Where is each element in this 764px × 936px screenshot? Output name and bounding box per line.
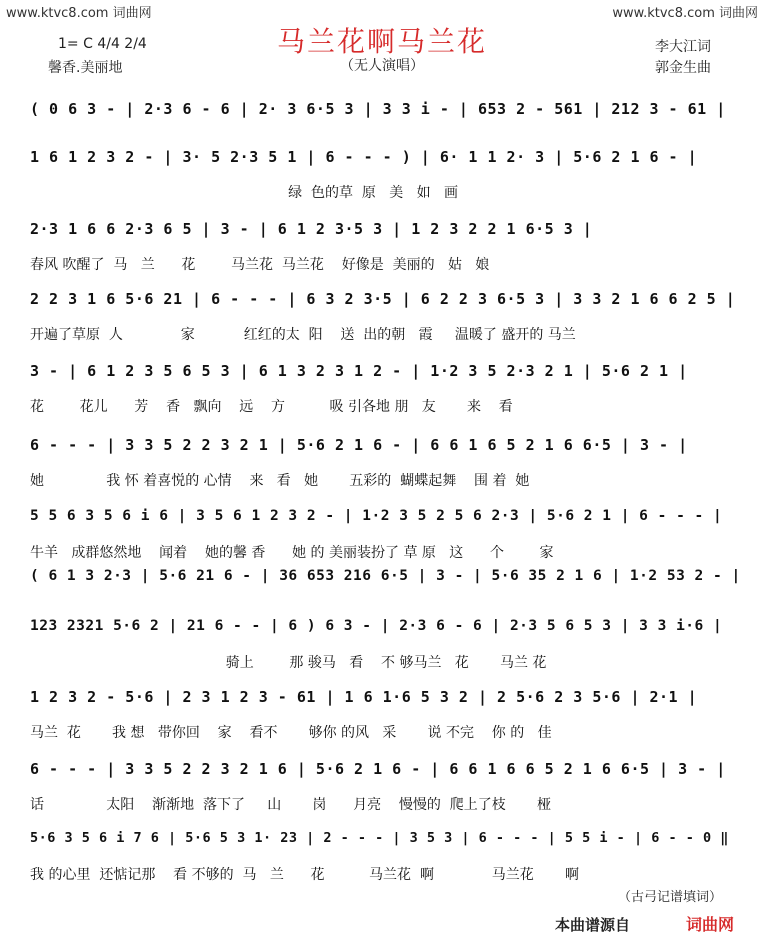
- notation-row: 2·3 1 6 6 2·3 6 5 | 3 - | 6 1 2 3·5 3 | 1 2 3 2 2 1 6·5 3 |: [30, 220, 593, 238]
- lyrics-row: 话 太阳 渐渐地 落下了 山 岗 月亮 慢慢的 爬上了枝 桠: [30, 797, 551, 813]
- lyrics-row: 牛羊 成群悠然地 闻着 她的馨 香 她 的 美丽装扮了 草 原 这 个 家: [30, 545, 554, 561]
- lyrics-row: 春风 吹醒了 马 兰 花 马兰花 马兰花 好像是 美丽的 姑 娘: [30, 257, 490, 273]
- notation-row: 5 5 6 3 5 6 i 6 | 3 5 6 1 2 3 2 - | 1·2 3 5 2 5 6 2·3 | 5·6 2 1 | 6 - - - |: [30, 508, 723, 524]
- notation-row: 3 - | 6 1 2 3 5 6 5 3 | 6 1 3 2 3 1 2 - | 1·2 3 5 2·3 2 1 | 5·6 2 1 |: [30, 362, 688, 380]
- lyrics-row: 骑上 那 骏马 看 不 够马兰 花 马兰 花: [30, 655, 547, 671]
- watermark-right: www.ktvc8.com 词曲网: [612, 6, 758, 21]
- lyrics-row: 我 的心里 还惦记那 看 不够的 马 兰 花 马兰花 啊 马兰花 啊: [30, 867, 579, 883]
- lyrics-row: 绿 色的草 原 美 如 画: [30, 185, 458, 201]
- performance-style: 馨香.美丽地: [48, 60, 123, 76]
- notation-row: 123 2321 5·6 2 | 21 6 - - | 6 ) 6 3 - | 2·3 6 - 6 | 2·3 5 6 5 3 | 3 3 i·6 |: [30, 618, 723, 634]
- song-subtitle: （无人演唱）: [340, 58, 424, 74]
- notation-row: 2 2 3 1 6 5·6 21 | 6 - - - | 6 3 2 3·5 | 6 2 2 3 6·5 3 | 3 3 2 1 6 6 2 5 |: [30, 290, 736, 308]
- lyrics-row: 开遍了草原 人 家 红红的太 阳 送 出的朝 霞 温暖了 盛开的 马兰: [30, 327, 576, 343]
- footer-site-logo: 词曲网: [686, 915, 735, 934]
- lyrics-row: 马兰 花 我 想 带你回 家 看不 够你 的风 采 说 不完 你 的 佳: [30, 725, 552, 741]
- lyrics-row: 花 花儿 芳 香 飘向 远 方 吸 引各地 朋 友 来 看: [30, 399, 513, 415]
- notation-row: ( 6 1 3 2·3 | 5·6 21 6 - | 36 653 216 6·5 | 3 - | 5·6 35 2 1 6 | 1·2 53 2 - |: [30, 568, 741, 584]
- notation-row: 6 - - - | 3 3 5 2 2 3 2 1 | 5·6 2 1 6 - | 6 6 1 6 5 2 1 6 6·5 | 3 - |: [30, 436, 688, 454]
- key-signature: 1= C 4/4 2/4: [58, 36, 147, 52]
- song-title: 马兰花啊马兰花: [276, 25, 487, 58]
- lyricist: 李大江词: [655, 39, 711, 55]
- transcription-note: （古弓记谱填词）: [617, 890, 722, 905]
- watermark-left: www.ktvc8.com 词曲网: [6, 6, 152, 21]
- notation-row: 6 - - - | 3 3 5 2 2 3 2 1 6 | 5·6 2 1 6 - | 6 6 1 6 6 5 2 1 6 6·5 | 3 - |: [30, 760, 726, 778]
- lyrics-row: 她 我 怀 着喜悦的 心情 来 看 她 五彩的 蝴蝶起舞 围 着 她: [30, 473, 530, 489]
- composer: 郭金生曲: [655, 60, 711, 76]
- notation-row: 1 6 1 2 3 2 - | 3· 5 2·3 5 1 | 6 - - - ) | 6· 1 1 2· 3 | 5·6 2 1 6 - |: [30, 148, 698, 166]
- notation-row: 5·6 3 5 6 i 7 6 | 5·6 5 3 1· 23 | 2 - - - | 3 5 3 | 6 - - - | 5 5 i - | 6 - - 0 ‖: [30, 830, 729, 846]
- notation-row: ( 0 6 3 - | 2·3 6 - 6 | 2· 3 6·5 3 | 3 3 i - | 653 2 - 561 | 212 3 - 61 |: [30, 100, 726, 118]
- footer-source: 本曲谱源自: [555, 916, 631, 934]
- notation-row: 1 2 3 2 - 5·6 | 2 3 1 2 3 - 61 | 1 6 1·6 5 3 2 | 2 5·6 2 3 5·6 | 2·1 |: [30, 688, 698, 706]
